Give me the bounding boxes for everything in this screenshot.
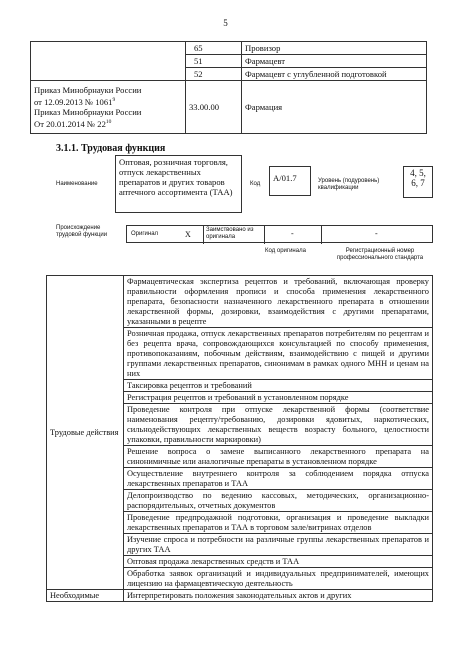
original-mark: X bbox=[185, 230, 191, 239]
page-number: 5 bbox=[223, 18, 228, 28]
specialty-name: Фармация bbox=[242, 81, 427, 134]
education-table bbox=[30, 41, 427, 134]
labor-action: Проведение предпродажной подготовки, организация и проведение выкладки лекарственных препаратов и ТАА в торговом зале/витринах отделов bbox=[124, 512, 433, 534]
required-skills-label: Необходимые bbox=[47, 590, 124, 602]
labor-action: Оптовая продажа лекарственных средств и ТАА bbox=[124, 556, 433, 568]
specialty-code: 52 bbox=[186, 68, 242, 81]
specialty-code: 33.00.00 bbox=[186, 81, 242, 134]
divider bbox=[203, 226, 204, 244]
footnote-ref: 9 bbox=[112, 97, 116, 103]
registration-number-value: - bbox=[375, 229, 378, 238]
specialty-name: Фармацевт с углубленной подготовкой bbox=[242, 68, 427, 81]
order-line: От 20.01.2014 № $22^{10}$ bbox=[34, 118, 112, 129]
divider bbox=[321, 226, 322, 244]
table-row bbox=[47, 276, 433, 328]
table-row bbox=[31, 42, 427, 55]
divider bbox=[264, 226, 265, 244]
labor-action: Фармацевтическая экспертиза рецептов и требований, включающая проверку правильности оформления прописи и способа применения лекарственного препарата, безопасности назначенного лекарственного препарата в отношении лекарственной формы, дозировки, взаимодействия с другими препаратами, указанными в рецепте bbox=[124, 276, 433, 328]
order-line: Приказ Минобрнауки России bbox=[34, 106, 142, 117]
labor-action: Розничная продажа, отпуск лекарственных препаратов потребителям по рецептам и без рецепта врача, сопровождающихся консультацией по способу применения, противопоказаниям, побочным действиям, взаимодействию с пищей и другими группами лекарственных препаратов, синонимам в рамках одного МНН и ценам на них bbox=[124, 328, 433, 380]
labor-action: Обработка заявок организаций и индивидуальных предпринимателей, имеющих лицензию на фармацевтическую деятельность bbox=[124, 568, 433, 590]
qualification-level: 4, 5, 6, 7 bbox=[403, 166, 433, 198]
labor-actions-table bbox=[46, 275, 433, 602]
labor-action: Проведение контроля при отпуске лекарственной формы (соответствие наименования рецепту/требованию, дозировки ядовитых, наркотических, сильнодействующих лекарственных веществ возрасту больного, целостности упаковки, правильности маркировки) bbox=[124, 404, 433, 446]
labor-actions-label: Трудовые действия bbox=[47, 276, 124, 590]
labor-action: Решение вопроса о замене выписанного лекарственного препарата на синонимичные или аналогичные препараты в установленном порядке bbox=[124, 446, 433, 468]
level-label: Уровень (подуровень) квалификации bbox=[318, 178, 380, 191]
empty-cell bbox=[31, 42, 186, 81]
specialty-code: 65 bbox=[186, 42, 242, 55]
function-code: A/01.7 bbox=[269, 166, 311, 196]
original-code-value: - bbox=[291, 229, 294, 238]
section-title: 3.1.1. Трудовая функция bbox=[56, 143, 166, 154]
order-references bbox=[31, 81, 186, 134]
registration-number-caption: Регистрационный номер профессионального стандарта bbox=[336, 248, 424, 261]
table-row bbox=[47, 590, 433, 602]
borrowed-label: Заимствовано из оригинала bbox=[206, 227, 254, 240]
order-line: Приказ Минобрнауки России bbox=[34, 85, 142, 95]
labor-action: Регистрация рецептов и требований в установленном порядке bbox=[124, 392, 433, 404]
name-label: Наименование bbox=[56, 181, 98, 187]
function-name: Оптовая, розничная торговля, отпуск лекарственных препаратов и других товаров аптечного ассортимента (ТАА) bbox=[115, 155, 242, 213]
labor-action: Изучение спроса и потребности на различные группы лекарственных препаратов и других ТАА bbox=[124, 534, 433, 556]
footnote-ref: 10 bbox=[105, 118, 112, 125]
origin-box bbox=[126, 225, 433, 243]
labor-action: Делопроизводство по ведению кассовых, методических, организационно-распорядительных, отчетных документов bbox=[124, 490, 433, 512]
table-row bbox=[31, 81, 427, 134]
original-label: Оригинал bbox=[131, 231, 159, 237]
labor-action: Таксировка рецептов и требований bbox=[124, 380, 433, 392]
original-code-caption: Код оригинала bbox=[265, 248, 306, 254]
specialty-name: Фармацевт bbox=[242, 55, 427, 68]
specialty-name: Провизор bbox=[242, 42, 427, 55]
specialty-code: 51 bbox=[186, 55, 242, 68]
origin-label: Происхождение трудовой функции bbox=[56, 225, 108, 238]
labor-action: Осуществление внутреннего контроля за соблюдением порядка отпуска лекарственных препаратов и ТАА bbox=[124, 468, 433, 490]
order-line: от 12.09.2013 № 1061$^9$ bbox=[34, 96, 116, 107]
code-label: Код bbox=[250, 181, 261, 187]
required-skill: Интерпретировать положения законодательных актов и других bbox=[124, 590, 433, 602]
